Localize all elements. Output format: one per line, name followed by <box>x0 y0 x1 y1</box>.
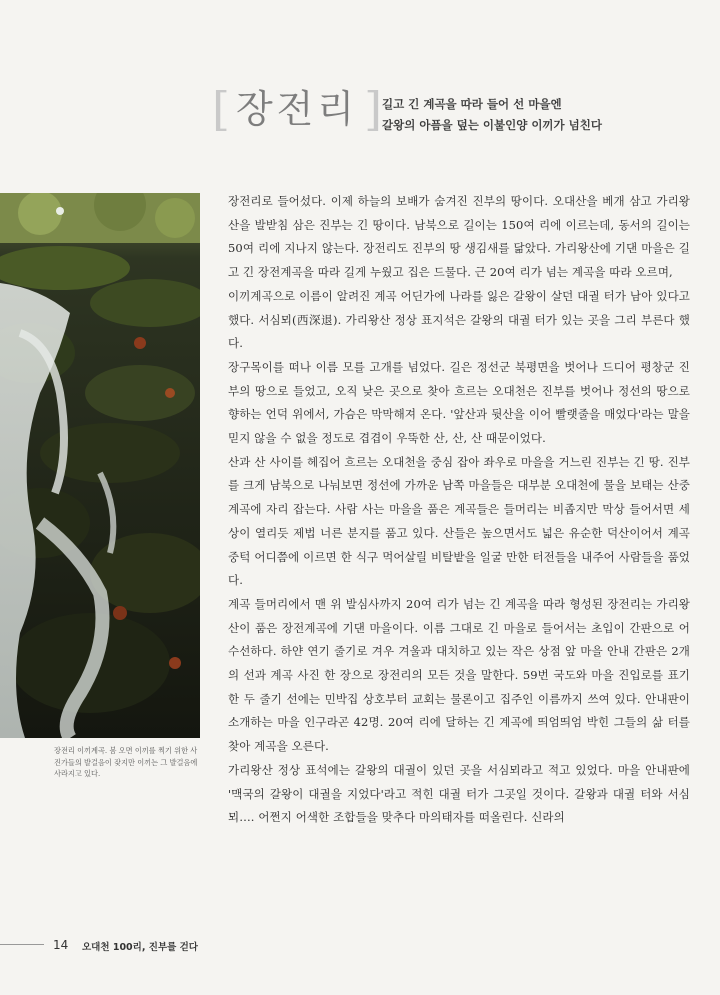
page-number: 14 <box>53 938 69 952</box>
title-block <box>212 82 383 136</box>
subtitle-line: 길고 긴 계곡을 따라 들어 선 마을엔 <box>382 97 562 111</box>
body-paragraph: 장구목이를 떠나 이름 모를 고개를 넘었다. 길은 정선군 북평면을 벗어나 드디어 평창군 진부의 땅으로 들었고, 오직 낮은 곳으로 찾아 흐르는 오대천은 진부를 벗어나 정선의 땅으로 향하는 언덕 위에서, 가슴은 막막해져 온다. '앞산과 뒷산을 이어 빨랫줄을 매었다'라는 말을 믿지 않을 수 없을 정도로 겹겹이 우뚝한 산, 산, 산 때문이었다. <box>228 359 690 446</box>
subtitle-line: 갈왕의 아픔을 덮는 이불인양 이끼가 넘친다 <box>382 118 602 132</box>
body-paragraph: 장전리로 들어섰다. 이제 하늘의 보배가 숨겨진 진부의 땅이다. 오대산을 베개 삼고 가리왕산을 발받침 삼은 진부는 긴 땅이다. 남북으로 길이는 150여 리에 이르는데, 동서의 길이는 50여 리에 지나지 않는다. 장전리도 진부의 땅 생김새를 닮았다. 가리왕산에 기댄 마을은 길고 긴 장전계곡을 따라 길게 누웠고 집은 드물다. 근 20여 리가 넘는 계곡을 따라 오르며, <box>228 194 690 280</box>
body-paragraph: 이끼계곡으로 이름이 알려진 계곡 어딘가에 나라를 잃은 갈왕이 살던 대궐 터가 남아 있다고 했다. 서심뫼(西深退). 가리왕산 정상 표지석은 갈왕의 대궐 터가 있는 곳을 그리 부른다 했다. <box>228 288 690 351</box>
book-title: 오대천 100리, 진부를 걷다 <box>82 942 198 953</box>
page-footer <box>0 938 720 958</box>
page-title: 장전리 <box>235 87 359 131</box>
body-paragraph: 산과 산 사이를 헤집어 흐르는 오대천을 중심 잡아 좌우로 마을을 거느린 진부는 긴 땅. 진부를 크게 남북으로 나눠보면 정선에 가까운 남쪽 마을들은 대부분 오대천에 물을 보태는 산중 계곡에 자리 잡는다. 사람 사는 마을을 품은 계곡들은 들머리는 비좁지만 막상 들어서면 세상이 열리듯 제법 너른 분지를 품고 있다. 산들은 높으면서도 넓은 유순한 덕산이어서 계곡 중턱 어디쯤에 이르면 한 식구 먹어살릴 비탈밭을 일굴 만한 터전들을 내주어 사람들을 품었다. <box>228 454 690 588</box>
article-body <box>228 190 690 830</box>
waterfall-illustration <box>0 193 200 738</box>
title-bracket-open: [ <box>212 82 230 136</box>
title-bracket-close: ] <box>364 82 383 136</box>
body-paragraph: 계곡 들머리에서 맨 위 발심사까지 20여 리가 넘는 긴 계곡을 따라 형성된 장전리는 가리왕산이 품은 장전계곡에 기댄 마을이다. 이름 그대로 긴 마을로 들어서는 초입이 간판으로 어수선하다. 하얀 연기 줄기로 겨우 겨울과 대치하고 있는 작은 상점 앞 마을 안내 간판은 2개의 선과 계곡 사진 한 장으로 장전리의 모든 것을 말한다. 59번 국도와 마을 진입로를 표기한 두 줄기 선에는 민박집 상호부터 교회는 물론이고 집주인 이름까지 쓰여 있다. 안내판이 소개하는 마을 인구라곤 42명. 20여 리에 달하는 긴 계곡에 띄엄띄엄 박힌 그들의 삶 터를 찾아 계곡을 오른다. <box>228 596 690 754</box>
body-paragraph: 가리왕산 정상 표석에는 갈왕의 대궐이 있던 곳을 서심뫼라고 적고 있었다. 마을 안내판에 '맥국의 갈왕이 대궐을 지었다'라고 적힌 대궐 터가 그곳일 것이다. 갈왕과 대궐 터와 서심뫼…. 어쩐지 어색한 조합들을 맞추다 마의태자를 떠올린다. 신라의 <box>228 762 690 825</box>
subtitle <box>382 94 602 136</box>
photo-caption: 장전리 이끼계곡. 봄 오면 이끼를 찍기 위한 사진가들의 발걸음이 잦지만 이끼는 그 발걸음에 사라지고 있다. <box>54 746 198 778</box>
waterfall-photo <box>0 193 200 738</box>
footer-rule <box>0 944 44 945</box>
